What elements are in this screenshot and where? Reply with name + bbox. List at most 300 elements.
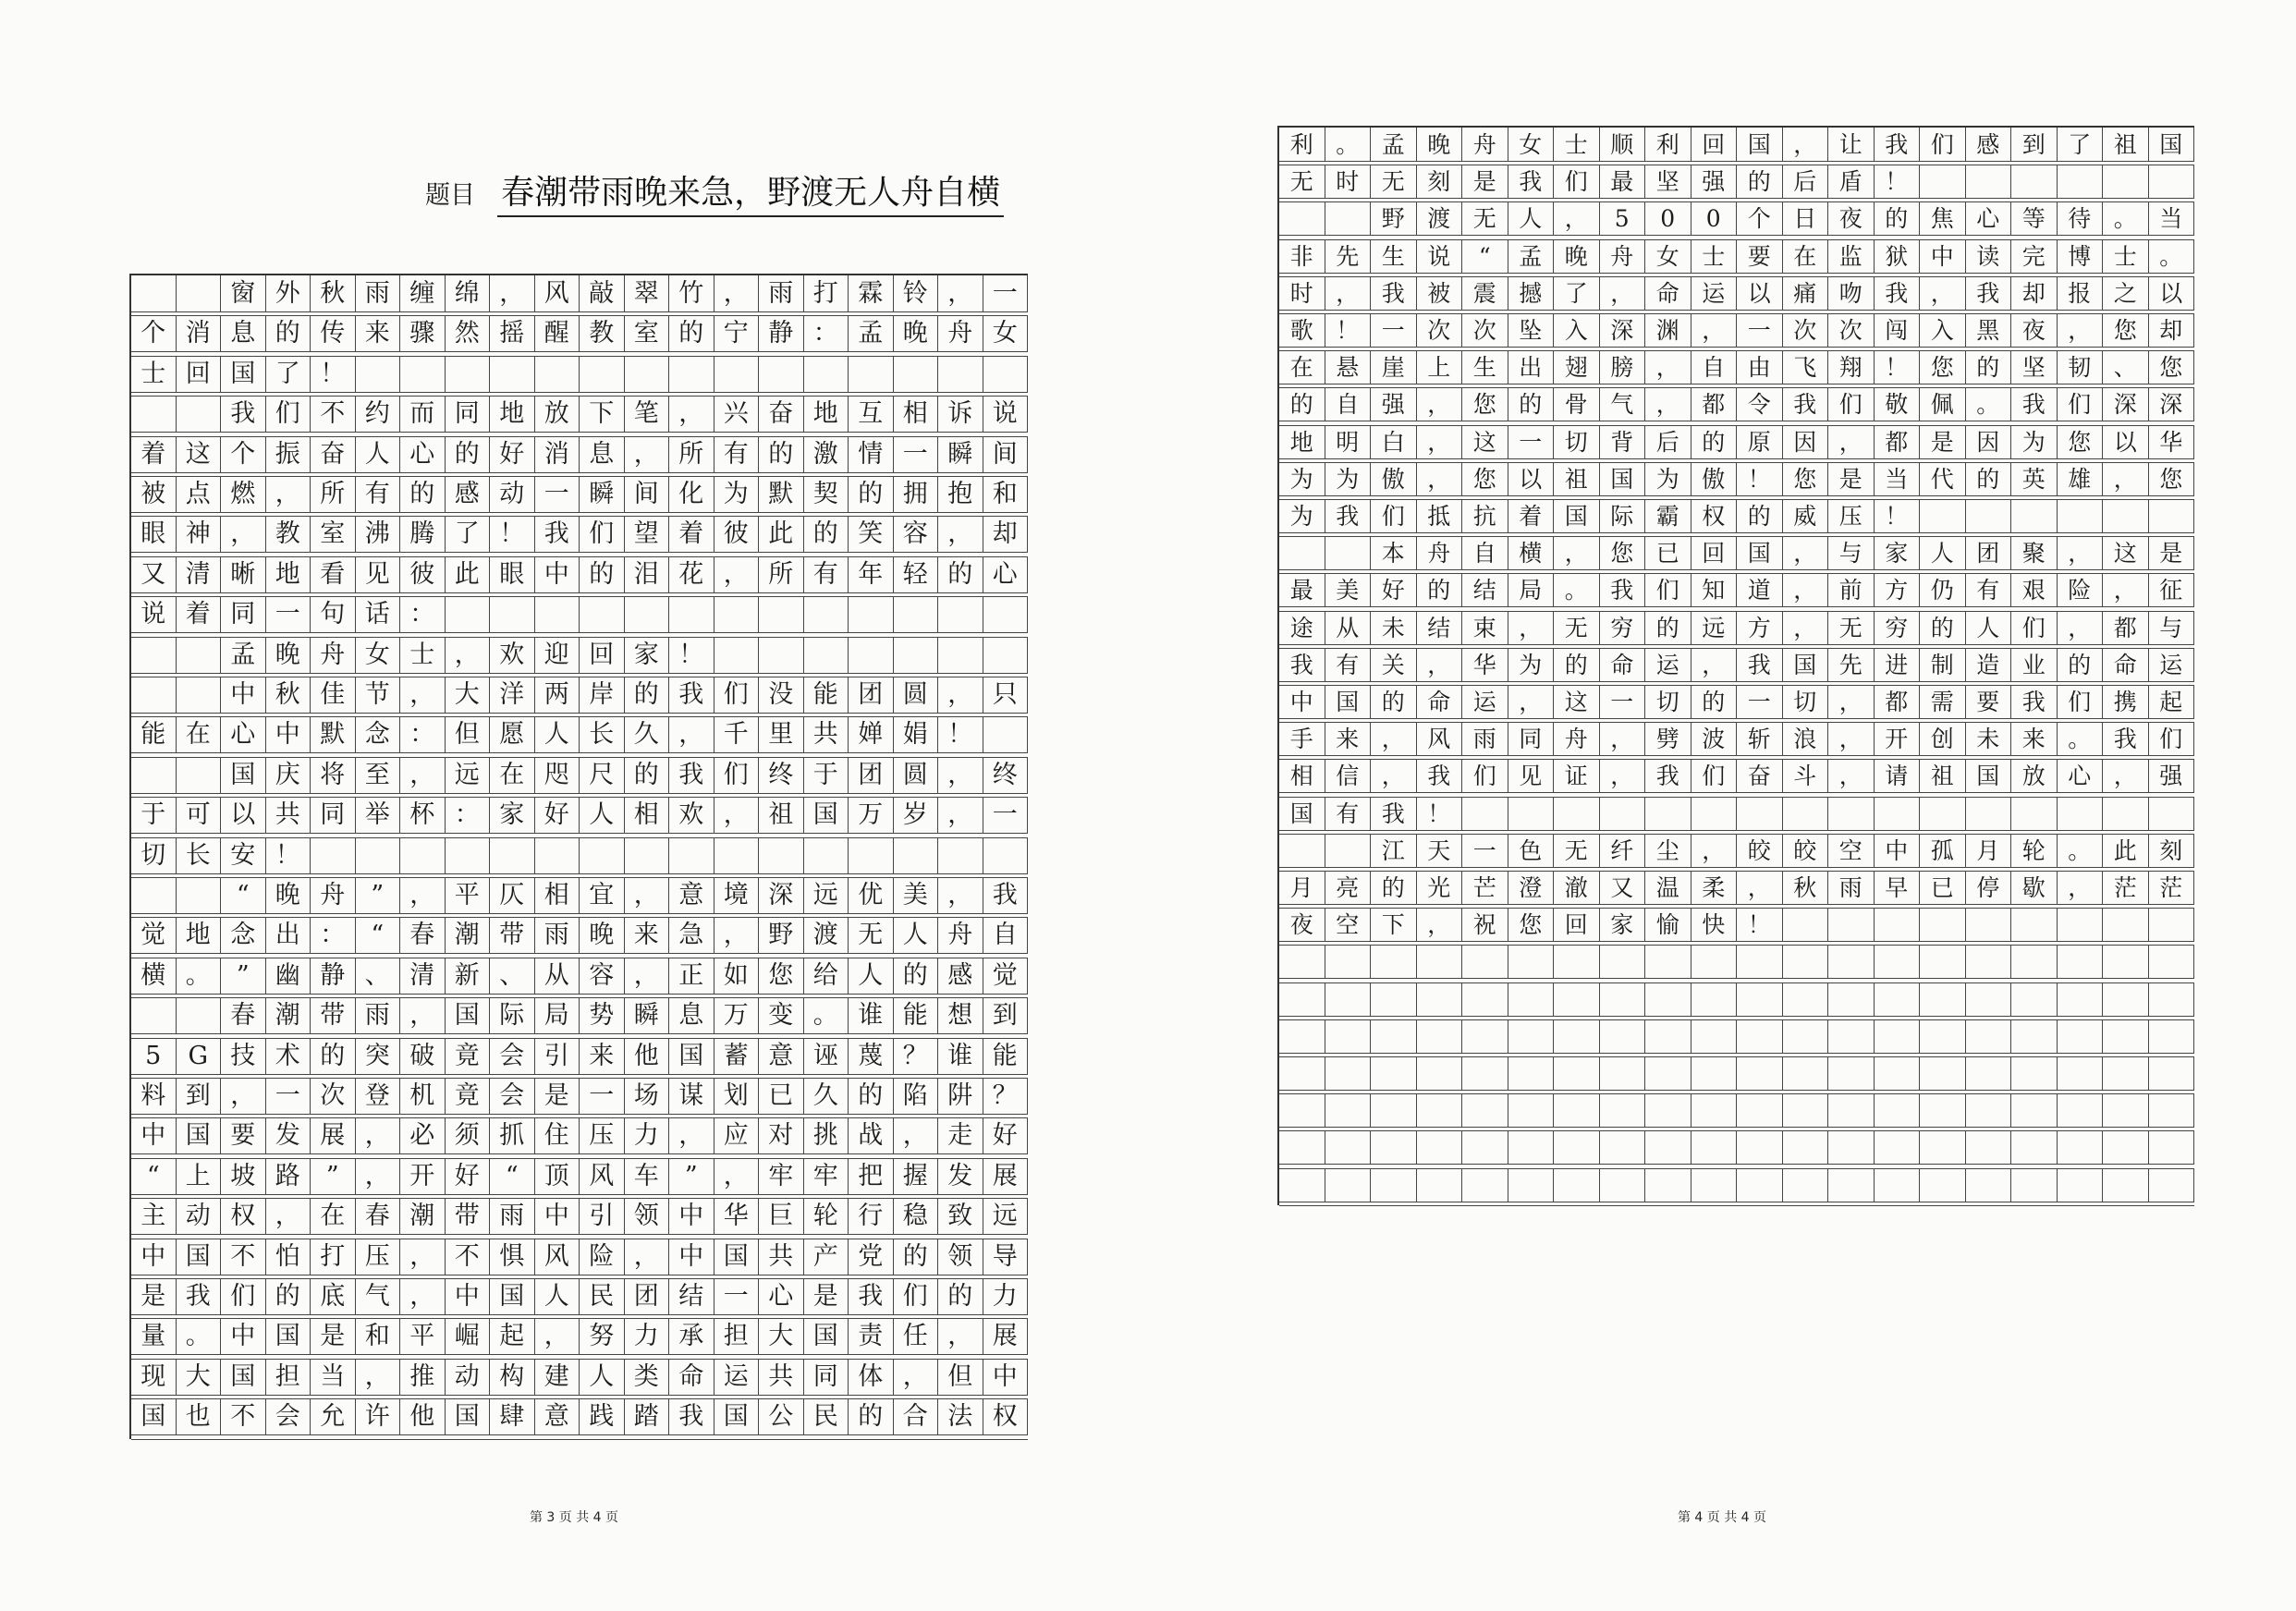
grid-cell [1325, 945, 1372, 979]
grid-cell [1875, 1168, 1921, 1202]
grid-cell: 等 [2011, 201, 2058, 236]
grid-cell: ： [804, 315, 849, 352]
grid-cell: 雄 [2058, 462, 2104, 496]
grid-cell: ， [938, 1318, 983, 1355]
grid-cell [177, 637, 222, 674]
grid-cell [804, 637, 849, 674]
grid-cell: ， [1828, 759, 1875, 793]
grid-cell: ， [938, 797, 983, 834]
grid-cell: 开 [400, 1158, 446, 1195]
grid-cell: 的 [625, 677, 670, 714]
grid-cell: 刻 [2149, 834, 2195, 868]
grid-cell: ， [1691, 313, 1738, 348]
grid-cell: 顺 [1600, 128, 1646, 162]
grid-cell [938, 356, 983, 393]
grid-cell [894, 837, 939, 874]
grid-cell: 、 [490, 958, 535, 995]
grid-cell [2058, 1093, 2104, 1128]
grid-cell: 要 [1966, 685, 2012, 719]
grid-cell: 的 [446, 436, 491, 473]
grid-cell: 动 [446, 1359, 491, 1396]
grid-cell: 因 [1966, 425, 2012, 459]
grid-cell: 念 [221, 917, 266, 954]
grid-cell: 共 [266, 797, 311, 834]
grid-cell: 结 [1417, 611, 1463, 645]
grid-cell: 和 [983, 476, 1029, 513]
grid-cell: 压 [356, 1239, 401, 1275]
grid-cell [2058, 1168, 2104, 1202]
grid-cell: 春 [400, 917, 446, 954]
grid-cell: ， [1645, 387, 1691, 421]
grid-cell: 无 [1554, 611, 1600, 645]
grid-cell [1920, 1130, 1966, 1165]
grid-cell [1600, 1019, 1646, 1054]
grid-cell: 平 [446, 877, 491, 914]
grid-cell [131, 275, 177, 312]
grid-cell: 们 [1691, 759, 1738, 793]
grid-cell: 为 [1279, 499, 1325, 533]
grid-cell: 下 [1371, 908, 1417, 942]
grid-cell: 雨 [1462, 722, 1508, 756]
grid-cell: 春 [221, 997, 266, 1034]
grid-cell [1920, 982, 1966, 1017]
grid-cell: 监 [1828, 239, 1875, 274]
grid-cell: 他 [400, 1398, 446, 1435]
grid-cell: 潮 [400, 1198, 446, 1235]
grid-cell [1691, 1019, 1738, 1054]
grid-cell: ， [1508, 611, 1555, 645]
grid-cell: 息 [221, 315, 266, 352]
grid-cell: ， [1417, 462, 1463, 496]
grid-cell: 我 [1279, 648, 1325, 682]
grid-cell: 远 [446, 757, 491, 794]
grid-cell: 已 [759, 1078, 804, 1115]
grid-cell: 从 [535, 958, 580, 995]
grid-cell: 中 [266, 716, 311, 753]
grid-cell [1554, 1019, 1600, 1054]
grid-cell: 无 [1371, 165, 1417, 199]
grid-cell: 、 [2103, 350, 2149, 384]
grid-cell: 国 [1325, 685, 1372, 719]
grid-cell: 一 [1737, 313, 1783, 348]
grid-cell: 舟 [311, 877, 356, 914]
grid-cell: 们 [1371, 499, 1417, 533]
grid-cell: 心 [983, 556, 1029, 593]
grid-cell: 从 [1325, 611, 1372, 645]
grid-cell: ， [446, 637, 491, 674]
grid-cell: 气 [1600, 387, 1646, 421]
grid-cell: 日 [1783, 201, 1829, 236]
grid-cell [400, 356, 446, 393]
grid-cell: 月 [1966, 834, 2012, 868]
essay-title [425, 166, 1001, 214]
grid-cell: 们 [221, 1278, 266, 1315]
grid-cell [1600, 1093, 1646, 1128]
grid-cell [1371, 945, 1417, 979]
grid-cell: 诬 [804, 1038, 849, 1075]
grid-cell: 深 [1600, 313, 1646, 348]
grid-cell: 博 [2058, 239, 2104, 274]
grid-cell [2058, 165, 2104, 199]
grid-cell: 回 [1554, 908, 1600, 942]
grid-cell: 国 [177, 1117, 222, 1154]
grid-cell: 我 [1783, 387, 1829, 421]
grid-cell: 的 [1371, 685, 1417, 719]
grid-cell: 坚 [1645, 165, 1691, 199]
grid-cell: 人 [1920, 536, 1966, 570]
grid-cell: 。 [1325, 128, 1372, 162]
grid-cell [1554, 797, 1600, 831]
grid-cell: 感 [1966, 128, 2012, 162]
grid-cell [669, 596, 714, 633]
grid-cell: 我 [1508, 165, 1555, 199]
grid-cell: 5 [1600, 201, 1646, 236]
grid-cell: 是 [311, 1318, 356, 1355]
grid-cell [983, 716, 1029, 753]
grid-cell [1508, 1019, 1555, 1054]
grid-cell [1875, 908, 1921, 942]
grid-cell: 华 [714, 1198, 760, 1235]
grid-cell: ， [400, 1278, 446, 1315]
grid-cell: 地 [177, 917, 222, 954]
grid-cell: 的 [894, 1239, 939, 1275]
grid-cell [1920, 908, 1966, 942]
grid-cell [2011, 1168, 2058, 1202]
grid-cell [1462, 1056, 1508, 1091]
grid-cell: 雨 [535, 917, 580, 954]
grid-cell: ， [714, 917, 760, 954]
grid-cell: 歌 [1279, 313, 1325, 348]
grid-cell: 孟 [221, 637, 266, 674]
grid-cell: 完 [2011, 239, 2058, 274]
grid-cell: 翔 [1828, 350, 1875, 384]
grid-cell: 动 [177, 1198, 222, 1235]
grid-cell: 必 [400, 1117, 446, 1154]
grid-cell: ， [669, 1117, 714, 1154]
grid-cell: 导 [983, 1239, 1029, 1275]
grid-cell: 祖 [1554, 462, 1600, 496]
grid-cell [1875, 797, 1921, 831]
grid-cell: 在 [1279, 350, 1325, 384]
grid-cell [983, 596, 1029, 633]
grid-cell: 同 [1508, 722, 1555, 756]
grid-cell: 歇 [2011, 871, 2058, 905]
grid-cell: 带 [446, 1198, 491, 1235]
grid-cell: 晰 [221, 556, 266, 593]
grid-cell: 外 [266, 275, 311, 312]
grid-cell: 秋 [311, 275, 356, 312]
grid-cell: 践 [580, 1398, 625, 1435]
grid-cell: 见 [356, 556, 401, 593]
grid-cell: G [177, 1038, 222, 1075]
grid-cell: 次 [1462, 313, 1508, 348]
grid-cell: 波 [1691, 722, 1738, 756]
grid-cell: 坠 [1508, 313, 1555, 348]
grid-cell: ！ [938, 716, 983, 753]
grid-cell [849, 356, 894, 393]
grid-cell [2103, 1056, 2149, 1091]
grid-cell [2058, 908, 2104, 942]
grid-cell: 傲 [1371, 462, 1417, 496]
grid-cell [1783, 908, 1829, 942]
grid-cell [446, 356, 491, 393]
grid-cell [714, 596, 760, 633]
grid-cell: 所 [759, 556, 804, 593]
grid-cell: 横 [1508, 536, 1555, 570]
grid-cell [1783, 1019, 1829, 1054]
grid-cell: 下 [580, 396, 625, 433]
grid-cell: 祖 [1920, 759, 1966, 793]
grid-cell: 推 [400, 1359, 446, 1396]
grid-cell: 道 [1737, 573, 1783, 607]
grid-cell: 发 [266, 1117, 311, 1154]
grid-cell: 间 [625, 476, 670, 513]
grid-cell: 的 [1691, 425, 1738, 459]
grid-cell: 我 [535, 516, 580, 553]
grid-cell: 如 [714, 958, 760, 995]
grid-cell: 共 [759, 1239, 804, 1275]
grid-cell: 晚 [266, 877, 311, 914]
grid-cell: 威 [1783, 499, 1829, 533]
grid-cell: ” [221, 958, 266, 995]
grid-cell: 地 [804, 396, 849, 433]
grid-cell: 一 [983, 797, 1029, 834]
grid-cell: ， [669, 396, 714, 433]
grid-cell: ， [2058, 536, 2104, 570]
grid-cell: ， [1417, 387, 1463, 421]
grid-cell: 皎 [1737, 834, 1783, 868]
grid-cell: ： [446, 797, 491, 834]
grid-cell: 体 [849, 1359, 894, 1396]
grid-cell: 命 [1600, 648, 1646, 682]
grid-cell: 潮 [266, 997, 311, 1034]
grid-cell: 圆 [894, 757, 939, 794]
grid-cell [849, 637, 894, 674]
grid-cell: 一 [1462, 834, 1508, 868]
grid-cell: 家 [625, 637, 670, 674]
grid-cell: 最 [1600, 165, 1646, 199]
grid-cell: ！ [311, 356, 356, 393]
grid-cell: 同 [221, 596, 266, 633]
grid-cell: 的 [1920, 611, 1966, 645]
grid-cell: 让 [1828, 128, 1875, 162]
grid-cell: ， [714, 275, 760, 312]
grid-cell: 读 [1966, 239, 2012, 274]
grid-cell: 聚 [2011, 536, 2058, 570]
grid-cell: 报 [2058, 276, 2104, 311]
grid-cell: 长 [177, 837, 222, 874]
grid-cell: 的 [1691, 685, 1738, 719]
grid-cell [1966, 908, 2012, 942]
grid-cell: 力 [625, 1117, 670, 1154]
grid-cell: 命 [1417, 685, 1463, 719]
grid-cell: 国 [1966, 759, 2012, 793]
grid-cell [1462, 1130, 1508, 1165]
grid-cell: 。 [1966, 387, 2012, 421]
grid-cell: 望 [625, 516, 670, 553]
grid-cell: 于 [804, 757, 849, 794]
grid-cell: 平 [400, 1318, 446, 1355]
grid-cell: 轮 [804, 1198, 849, 1235]
grid-cell: 心 [400, 436, 446, 473]
grid-cell [1371, 1130, 1417, 1165]
grid-cell [1325, 1130, 1372, 1165]
grid-cell: 静 [311, 958, 356, 995]
grid-cell: 共 [759, 1359, 804, 1396]
grid-cell: ， [669, 716, 714, 753]
grid-cell: 民 [580, 1278, 625, 1315]
grid-cell: 佳 [311, 677, 356, 714]
grid-cell: ， [2058, 313, 2104, 348]
grid-cell: 的 [266, 315, 311, 352]
grid-cell: 已 [1645, 536, 1691, 570]
grid-cell: 绵 [446, 275, 491, 312]
grid-cell: 风 [535, 1239, 580, 1275]
grid-cell: 中 [1920, 239, 1966, 274]
grid-cell: ， [1508, 685, 1555, 719]
grid-cell: 在 [177, 716, 222, 753]
grid-cell: 0 [1691, 201, 1738, 236]
grid-cell: 无 [1462, 201, 1508, 236]
grid-cell: 默 [311, 716, 356, 753]
grid-cell: 只 [983, 677, 1029, 714]
grid-cell: 建 [535, 1359, 580, 1396]
grid-cell: 后 [1783, 165, 1829, 199]
grid-cell: 所 [311, 476, 356, 513]
page-number-footer: 第 4 页 共 4 页 [1677, 1510, 1767, 1525]
grid-cell: 无 [1828, 611, 1875, 645]
grid-cell: 笑 [849, 516, 894, 553]
grid-cell: 我 [2011, 685, 2058, 719]
grid-cell: 合 [894, 1398, 939, 1435]
grid-cell: 我 [669, 1398, 714, 1435]
grid-cell: “ [131, 1158, 177, 1195]
grid-cell: 舟 [1600, 239, 1646, 274]
grid-cell [177, 997, 222, 1034]
grid-cell: 肆 [490, 1398, 535, 1435]
grid-cell: 携 [2103, 685, 2149, 719]
grid-cell: ， [400, 677, 446, 714]
grid-cell: 不 [446, 1239, 491, 1275]
grid-cell: ， [2103, 573, 2149, 607]
grid-cell: 黑 [1966, 313, 2012, 348]
grid-cell: 激 [804, 436, 849, 473]
grid-cell: 却 [983, 516, 1029, 553]
grid-cell: 他 [625, 1038, 670, 1075]
grid-cell: 我 [1645, 759, 1691, 793]
grid-cell: 竟 [446, 1038, 491, 1075]
grid-cell: 开 [1875, 722, 1921, 756]
grid-cell [1371, 1019, 1417, 1054]
grid-cell: 承 [669, 1318, 714, 1355]
grid-cell [2058, 1130, 2104, 1165]
grid-cell [1828, 797, 1875, 831]
grid-cell: 战 [849, 1117, 894, 1154]
grid-cell: 心 [2058, 759, 2104, 793]
grid-cell: 士 [1691, 239, 1738, 274]
grid-cell: 情 [849, 436, 894, 473]
grid-cell: 消 [535, 436, 580, 473]
grid-cell: 在 [490, 757, 535, 794]
grid-cell: 无 [1279, 165, 1325, 199]
grid-cell [1645, 945, 1691, 979]
grid-cell: 腾 [400, 516, 446, 553]
grid-cell: ， [1691, 834, 1738, 868]
grid-cell: 出 [266, 917, 311, 954]
grid-cell: 翠 [625, 275, 670, 312]
grid-cell: “ [1462, 239, 1508, 274]
grid-cell: 尘 [1645, 834, 1691, 868]
grid-cell: ， [1371, 759, 1417, 793]
grid-cell: ， [1417, 648, 1463, 682]
grid-cell [356, 356, 401, 393]
grid-cell: 的 [849, 1078, 894, 1115]
grid-cell: 类 [625, 1359, 670, 1396]
grid-cell [2103, 945, 2149, 979]
grid-cell: ， [938, 275, 983, 312]
grid-cell: 孤 [1920, 834, 1966, 868]
grid-cell: ， [1828, 722, 1875, 756]
grid-cell: 晚 [266, 637, 311, 674]
grid-cell: 美 [894, 877, 939, 914]
grid-cell: ， [266, 476, 311, 513]
grid-cell: 终 [983, 757, 1029, 794]
grid-cell [669, 356, 714, 393]
grid-cell: 快 [1691, 908, 1738, 942]
grid-cell: 是 [804, 1278, 849, 1315]
grid-cell [2103, 908, 2149, 942]
grid-cell [625, 356, 670, 393]
grid-cell: 茫 [2149, 871, 2195, 905]
grid-cell: 的 [849, 1398, 894, 1435]
grid-cell: 抗 [1462, 499, 1508, 533]
grid-cell [2058, 982, 2104, 1017]
grid-cell: 这 [1462, 425, 1508, 459]
grid-cell: 权 [1691, 499, 1738, 533]
grid-cell: “ [221, 877, 266, 914]
page-number-footer: 第 3 页 共 4 页 [529, 1510, 619, 1525]
grid-cell: 好 [1371, 573, 1417, 607]
grid-cell: 韧 [2058, 350, 2104, 384]
grid-cell: 欢 [669, 797, 714, 834]
grid-cell: 地 [266, 556, 311, 593]
grid-cell: 们 [1645, 573, 1691, 607]
grid-cell [1875, 1130, 1921, 1165]
grid-cell: 觉 [983, 958, 1029, 995]
grid-cell: 室 [625, 315, 670, 352]
grid-cell: 瞬 [625, 997, 670, 1034]
grid-cell [1737, 1019, 1783, 1054]
grid-cell: 崖 [1371, 350, 1417, 384]
grid-cell: 允 [311, 1398, 356, 1435]
grid-cell: 此 [446, 556, 491, 593]
grid-cell: 澄 [1508, 871, 1555, 905]
grid-cell: 家 [490, 797, 535, 834]
grid-cell: 千 [714, 716, 760, 753]
grid-cell: 话 [356, 596, 401, 633]
grid-cell: 为 [1325, 462, 1372, 496]
grid-cell: 。 [177, 1318, 222, 1355]
grid-cell [535, 837, 580, 874]
grid-cell [2103, 165, 2149, 199]
grid-cell: 与 [2149, 611, 2195, 645]
grid-cell: 家 [1600, 908, 1646, 942]
grid-cell: 飞 [1783, 350, 1829, 384]
essay-page-4 [1148, 0, 2296, 1611]
grid-cell: 利 [1279, 128, 1325, 162]
grid-cell: 稳 [894, 1198, 939, 1235]
grid-cell: ， [2103, 462, 2149, 496]
